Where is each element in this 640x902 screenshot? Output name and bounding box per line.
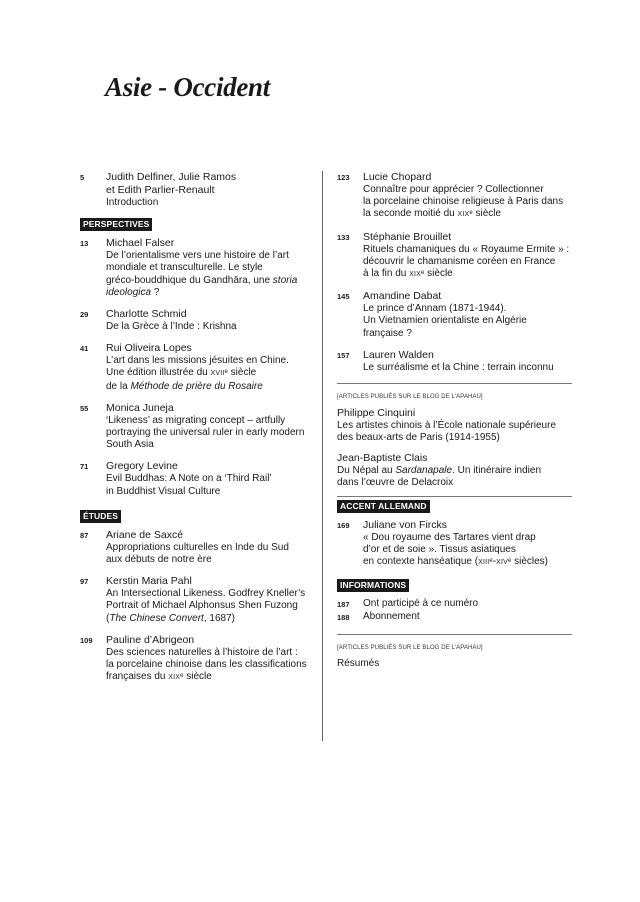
toc-entry[interactable] [80, 529, 325, 566]
toc-entry[interactable] [80, 402, 325, 452]
toc-entry[interactable] [337, 231, 572, 282]
entry-author: Amandine Dabat [363, 290, 442, 303]
entry-author: Judith Delfiner, Julie Ramos [106, 171, 237, 183]
divider [337, 496, 572, 497]
entry-title-line: Le surréalisme et la Chine : terrain inconnu [363, 361, 554, 373]
entry-title-line: Des sciences naturelles à l’histoire de l’art : [106, 646, 298, 658]
entry-title-line: « Dou royaume des Tartares vient drap [363, 532, 536, 544]
page-number: 145 [337, 292, 350, 302]
entry-author: Rui Oliveira Lopes [106, 342, 192, 355]
page-number: 188 [337, 612, 350, 622]
toc-left-column [80, 171, 325, 693]
entry-title-line: françaises du XIXe siècle [106, 671, 212, 683]
entry-author: Pauline d’Abrigeon [106, 633, 195, 646]
entry-title-line: aux débuts de notre ère [106, 554, 212, 566]
entry-title-line: Connaître pour apprécier ? Collectionner [363, 184, 544, 195]
entry-title-line: française ? [363, 327, 412, 339]
page-number: 5 [80, 173, 85, 182]
blog-entry[interactable] [337, 407, 572, 444]
entry-title-line: mondiale et transculturelle. Le style [106, 262, 263, 274]
entry-title-line: De l’orientalisme vers une histoire de l’art [106, 250, 289, 262]
entry-title-line: South Asia [106, 439, 154, 451]
entry-title-line: Appropriations culturelles en Inde du Sud [106, 541, 289, 553]
entry-title-line: in Buddhist Visual Culture [106, 485, 221, 497]
page-number: 169 [337, 521, 350, 531]
blog-entry[interactable] [337, 452, 572, 489]
page-number: 55 [80, 403, 89, 413]
entry-author: Stéphanie Brouillet [363, 230, 452, 243]
page-title: Asie - Occident [105, 72, 270, 102]
entry-author: Lauren Walden [363, 348, 434, 361]
entry-author: Lucie Chopard [363, 171, 432, 183]
entry-title-line: à la fin du XIXe siècle [363, 268, 453, 280]
page-number: 97 [80, 577, 89, 587]
page-number: 133 [337, 232, 350, 242]
info-item[interactable] [337, 611, 572, 623]
entry-author: Michael Falser [106, 237, 175, 250]
section-heading-informations: INFORMATIONS [337, 579, 409, 592]
page-number: 71 [80, 462, 89, 472]
entry-title: Introduction [106, 197, 159, 208]
info-label: Abonnement [363, 610, 420, 622]
entry-title-line: en contexte hanséatique (XIIIe-XIVe siècles) [363, 556, 549, 568]
toc-entry[interactable] [337, 349, 572, 374]
entry-author: Jean-Baptiste Clais [337, 451, 428, 464]
toc-entry[interactable] [337, 171, 572, 222]
entry-author: Kerstin Maria Pahl [106, 575, 192, 588]
page-number: 87 [80, 530, 89, 540]
page-number: 187 [337, 599, 350, 609]
toc-entry[interactable] [80, 342, 325, 393]
toc-entry[interactable] [337, 290, 572, 340]
page-number: 109 [80, 635, 93, 645]
entry-title-line: portraying the universal ruler in early modern [106, 427, 305, 439]
page-number: 157 [337, 350, 350, 360]
entry-title-line: Une édition illustrée du XVIIe siècle [106, 367, 257, 379]
entry-title-line: Du Népal au Sardanapale. Un itinéraire indien [337, 464, 542, 476]
blog-note: [ARTICLES PUBLIÉS SUR LE BLOG DE L’APAHAU] [337, 394, 483, 401]
blog-note: [ARTICLES PUBLIÉS SUR LE BLOG DE L’APAHAU] [337, 645, 483, 652]
entry-author: Juliane von Fircks [363, 519, 448, 532]
section-heading-perspectives: PERSPECTIVES [80, 218, 152, 231]
entry-author: et Edith Parlier-Renault [106, 184, 215, 196]
toc-entry[interactable] [80, 634, 325, 685]
entry-title-line: Portrait of Michael Alphonsus Shen Fuzong [106, 600, 298, 612]
entry-title-line: gréco-bouddhique du Gandhāra, une storia [106, 274, 298, 286]
entry-title-line: Le prince d’Annam (1871-1944). [363, 303, 507, 315]
divider [337, 634, 572, 635]
toc-entry[interactable] [80, 575, 325, 625]
entry-author: Charlotte Schmid [106, 308, 187, 321]
entry-title-line: ideologica ? [106, 286, 160, 298]
toc-entry[interactable] [80, 308, 325, 333]
resumes-link[interactable]: Résumés [337, 658, 380, 670]
entry-title-line: ‘Likeness’ as migrating concept – artfully [106, 414, 286, 426]
toc-entry[interactable] [80, 237, 325, 299]
toc-entry[interactable] [337, 519, 572, 570]
entry-title-line: (The Chinese Convert, 1687) [106, 612, 235, 624]
entry-title-line: d’or et de soie ». Tissus asiatiques [363, 544, 516, 556]
entry-title-line: des beaux-arts de Paris (1914-1955) [337, 432, 500, 444]
info-label: Ont participé à ce numéro [363, 597, 479, 609]
entry-title-line: dans l’œuvre de Delacroix [337, 476, 454, 488]
info-item[interactable] [337, 598, 572, 610]
page-number: 41 [80, 344, 89, 354]
entry-title-line: de la Méthode de prière du Rosaire [106, 380, 263, 392]
entry-title-line: De la Grèce à l’Inde : Krishna [106, 321, 237, 333]
entry-author: Philippe Cinquini [337, 407, 416, 420]
entry-title-line: Rituels chamaniques du « Royaume Ermite » : [363, 243, 570, 255]
toc-entry-introduction[interactable] [80, 171, 325, 209]
entry-title-line: An Intersectional Likeness. Godfrey Kneller’s [106, 588, 306, 600]
entry-title-line: la porcelaine chinoise religieuse à Paris dans [363, 196, 564, 208]
entry-author: Monica Juneja [106, 401, 174, 414]
entry-title-line: découvrir le chamanisme coréen en France [363, 255, 556, 267]
entry-title-line: Les artistes chinois à l’École nationale supérieure [337, 420, 557, 432]
page-number: 29 [80, 310, 89, 320]
entry-author: Gregory Levine [106, 460, 178, 473]
page-number: 13 [80, 239, 89, 249]
section-heading-accent-allemand: ACCENT ALLEMAND [337, 500, 430, 513]
entry-title-line: la seconde moitié du XIXe siècle [363, 208, 502, 220]
section-heading-etudes: ÉTUDES [80, 510, 121, 523]
entry-title-line: la porcelaine chinoise dans les classifications [106, 659, 307, 671]
toc-entry[interactable] [80, 460, 325, 497]
page-number: 123 [337, 173, 350, 182]
entry-author: Ariane de Saxcé [106, 528, 184, 541]
entry-title-line: L’art dans les missions jésuites en Chine. [106, 355, 289, 367]
entry-title-line: Evil Buddhas: A Note on a ‘Third Rail’ [106, 473, 272, 485]
toc-right-column [337, 171, 572, 670]
entry-title-line: Un Vietnamien orientaliste en Algérie [363, 315, 527, 327]
divider [337, 383, 572, 384]
